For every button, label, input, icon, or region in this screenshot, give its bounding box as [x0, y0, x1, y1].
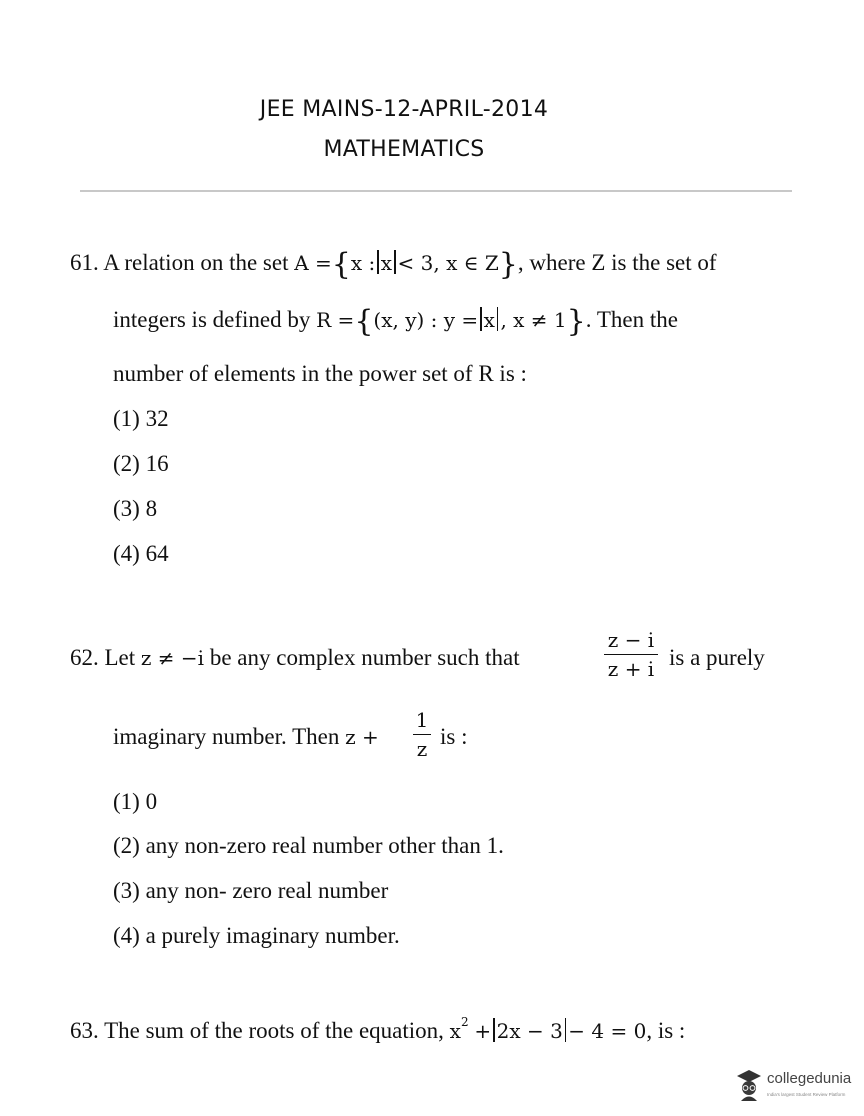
question-62-line-1-end: is a purely — [669, 645, 765, 670]
question-text: be any complex number such that — [209, 645, 520, 670]
question-62-line-2 — [113, 725, 379, 748]
option-4: (4) a purely imaginary number. — [113, 923, 400, 948]
set-r-body: (x, y) : y = — [373, 308, 479, 332]
question-text: . Then the — [585, 307, 678, 332]
brace-open: { — [331, 247, 351, 282]
brace-close: } — [498, 247, 518, 282]
option-3: (3) 8 — [113, 496, 158, 521]
equation-plus: + — [474, 1019, 492, 1043]
abs-bar — [497, 307, 499, 331]
set-a-body-2: < 3, x ∈ Z — [397, 251, 499, 275]
set-a-lhs: A = — [294, 251, 332, 275]
question-text: imaginary number. Then — [113, 724, 340, 749]
set-r-body-2: , x ≠ 1 — [500, 308, 567, 332]
collegedunia-logo — [733, 1064, 861, 1108]
question-text: Let — [104, 645, 136, 670]
question-number: 63. — [70, 1018, 99, 1043]
set-r-x: x — [483, 308, 495, 332]
question-62-line-2-end: is : — [440, 724, 468, 749]
abs-bar — [394, 250, 396, 274]
option-2: (2) any non-zero real number other than 1. — [113, 833, 504, 858]
fraction-denominator: z + i — [607, 657, 655, 682]
abs-bar — [565, 1018, 567, 1042]
equation-exponent: 2 — [460, 1015, 469, 1029]
abs-bar — [377, 250, 379, 274]
option-1: (1) 0 — [113, 789, 158, 814]
fraction-one-over-z — [413, 708, 431, 761]
question-text: A relation on the set — [103, 250, 289, 275]
set-r-lhs: R = — [316, 308, 355, 332]
set-a-x: x — [380, 251, 393, 275]
question-text: , where Z is the set of — [517, 250, 717, 275]
question-text: , is : — [646, 1018, 686, 1043]
question-62-line-1 — [70, 646, 520, 669]
brace-open: { — [354, 304, 374, 339]
set-a-body: x : — [350, 251, 376, 275]
question-61-line-1 — [70, 247, 717, 282]
abs-bar — [493, 1018, 495, 1042]
question-text: The sum of the roots of the equation, — [104, 1018, 444, 1043]
header-divider — [80, 190, 792, 192]
option-1: (1) 32 — [113, 406, 169, 431]
equation-abs: 2x − 3 — [496, 1019, 563, 1043]
fraction-numerator: z − i — [607, 628, 655, 652]
subject-title: MATHEMATICS — [323, 137, 485, 162]
option-2: (2) 16 — [113, 451, 169, 476]
exam-title: JEE MAINS-12-APRIL-2014 — [259, 97, 549, 122]
logo-name: collegedunia — [767, 1070, 852, 1087]
equation-rest: − 4 = 0 — [568, 1019, 647, 1043]
question-61-line-3: number of elements in the power set of R is : — [113, 361, 527, 386]
fraction-denominator: z — [416, 737, 428, 762]
option-3: (3) any non- zero real number — [113, 878, 389, 903]
equation-x: x — [449, 1019, 461, 1043]
condition: z ≠ −i — [140, 646, 205, 670]
fraction-z-minus-i-over-z-plus-i — [604, 628, 658, 681]
question-text: integers is defined by — [113, 307, 311, 332]
fraction-numerator: 1 — [415, 708, 429, 732]
brace-close: } — [566, 304, 586, 339]
expression: z + — [345, 725, 379, 749]
question-63-line-1 — [70, 1016, 685, 1042]
graduate-cap-icon — [735, 1068, 763, 1102]
logo-tagline: India's largest Student Review Platform — [767, 1092, 846, 1097]
question-number: 62. — [70, 645, 99, 670]
question-number: 61. — [70, 250, 99, 275]
abs-bar — [480, 307, 482, 331]
question-61-line-2 — [113, 304, 678, 339]
option-4: (4) 64 — [113, 541, 169, 566]
